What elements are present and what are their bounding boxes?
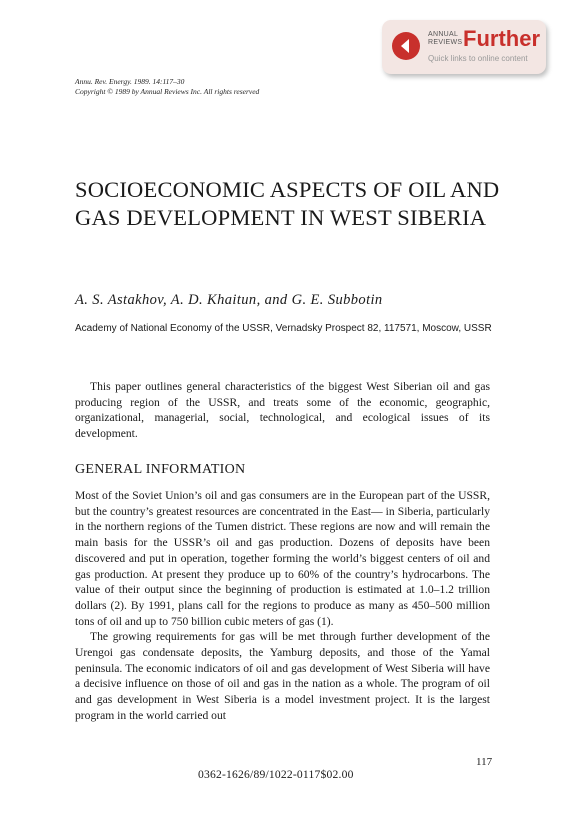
journal-citation bbox=[75, 77, 259, 97]
article-code: 0362-1626/89/1022-0117$02.00 bbox=[198, 768, 354, 781]
article-abstract: This paper outlines general characteristics of the biggest West Siberian oil and gas producing region of the USSR, and treats some of the economic, geographic, organizational, managerial, social, technological, and ecological issues of its development. bbox=[75, 380, 490, 440]
author-affiliation: Academy of National Economy of the USSR, Vernadsky Prospect 82, 117571, Moscow, USSR bbox=[75, 323, 492, 334]
body-paragraph: The growing requirements for gas will be met through further development of the Urengoi gas condensate deposits, the Yamburg deposits, and those of the Yamal peninsula. The economic indicators of oil and gas development of West Siberia will have a decisive influence on those of oil and gas in the nation as a whole. The program of oil and gas development in West Siberia is a model investment project. It is the largest program in the world carried out bbox=[75, 630, 490, 722]
copyright-line: Copyright © 1989 by Annual Reviews Inc. All rights reserved bbox=[75, 87, 260, 96]
article-body bbox=[75, 488, 490, 724]
article-authors: A. S. Astakhov, A. D. Khaitun, and G. E. Subbotin bbox=[75, 292, 383, 308]
section-heading: GENERAL INFORMATION bbox=[75, 462, 246, 477]
chevron-left-icon bbox=[392, 32, 420, 60]
banner-publisher: ANNUAL REVIEWS bbox=[428, 31, 463, 46]
banner-further-label: Further bbox=[463, 26, 540, 51]
citation-line: Annu. Rev. Energy. 1989. 14:117–30 bbox=[75, 77, 185, 86]
banner-tagline: Quick links to online content bbox=[428, 54, 528, 63]
article-title: SOCIOECONOMIC ASPECTS OF OIL AND GAS DEVELOPMENT IN WEST SIBERIA bbox=[75, 177, 500, 230]
annual-reviews-further-banner[interactable] bbox=[382, 20, 546, 74]
body-paragraph: Most of the Soviet Union’s oil and gas consumers are in the European part of the USSR, but the country’s greatest resources are concentrated in the East— in Siberia, particularly in the northern regions of the Tumen district. These regions are now and will remain the main basis for the USSR’s oil and gas production. Dozens of deposits have been discovered and put in operation, together forming the world’s biggest centers of oil and gas production. At present they produce up to 60% of the country’s hydrocarbons. The value of their output since the beginning of production is estimated at 1.0–1.2 trillion dollars (2). By 1991, plans call for the regions to produce as many as 450–500 million tons of oil and up to 750 billion cubic meters of gas (1). bbox=[75, 489, 490, 628]
page-number: 117 bbox=[476, 756, 493, 768]
